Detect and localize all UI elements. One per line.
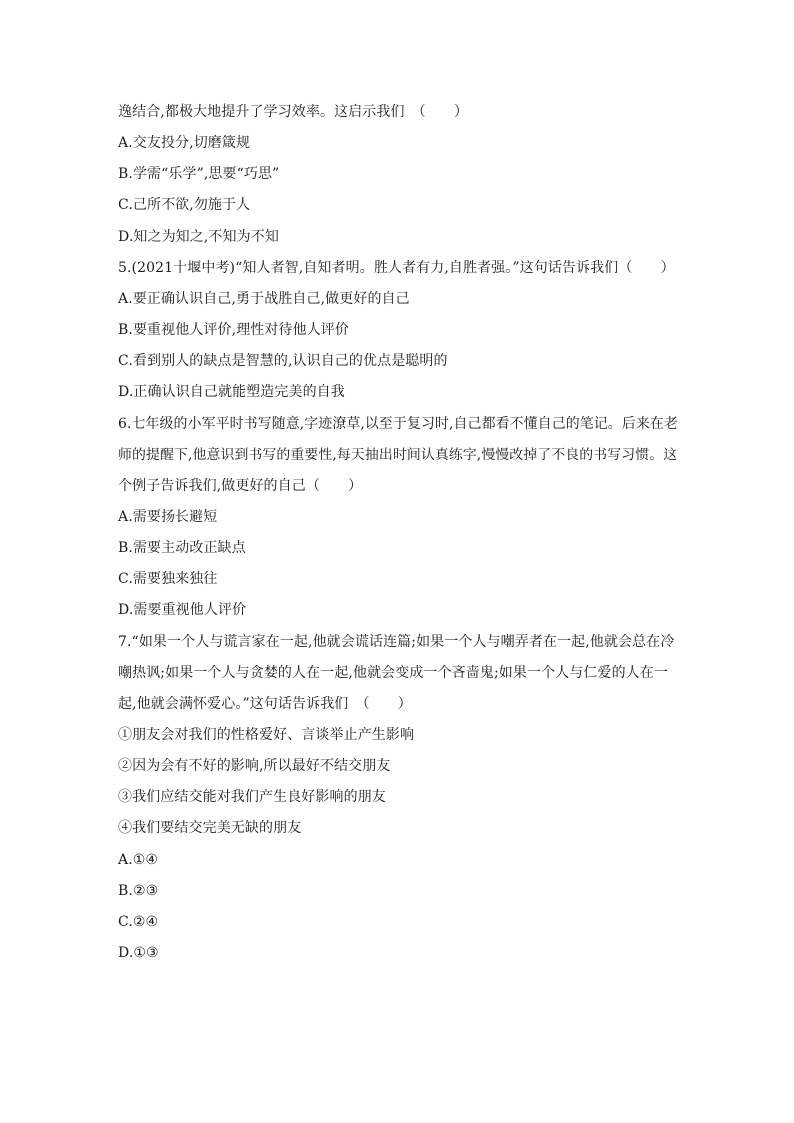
q6-stem-line-1: 6.七年级的小军平时书写随意,字迹潦草,以至于复习时,自己都看不懂自己的笔记。后来在老 xyxy=(118,416,678,432)
q6-option-a: A.需要扬长避短 xyxy=(118,509,218,525)
q6-stem-line-3: 个例子告诉我们,做更好的自己（ ） xyxy=(118,478,363,494)
q7-statement-3: ③我们应结交能对我们产生良好影响的朋友 xyxy=(118,789,386,805)
q7-option-c: C.②④ xyxy=(118,914,159,930)
q4-option-c: C.己所不欲,勿施于人 xyxy=(118,197,251,213)
q7-stem-line-2: 嘲热讽;如果一个人与贪婪的人在一起,他就会变成一个吝啬鬼;如果一个人与仁爱的人在一 xyxy=(118,665,668,681)
q5-option-b: B.要重视他人评价,理性对待他人评价 xyxy=(118,322,349,338)
q5-option-d: D.正确认识自己就能塑造完美的自我 xyxy=(118,384,345,400)
q7-statement-4: ④我们要结交完美无缺的朋友 xyxy=(118,820,302,836)
q7-option-a: A.①④ xyxy=(118,852,159,868)
q7-option-d: D.①③ xyxy=(118,945,159,961)
q4-option-d: D.知之为知之,不知为不知 xyxy=(118,229,279,245)
q7-stem-line-3: 起,他就会满怀爱心。”这句话告诉我们 （ ） xyxy=(118,696,412,712)
q7-stem-line-1: 7.“如果一个人与谎言家在一起,他就会谎话连篇;如果一个人与嘲弄者在一起,他就会总在冷 xyxy=(118,634,675,650)
q4-option-b: B.学需“乐学”,思要“巧思” xyxy=(118,166,280,182)
q5-option-a: A.要正确认识自己,勇于战胜自己,做更好的自己 xyxy=(118,291,410,307)
q7-statement-1: ①朋友会对我们的性格爱好、言谈举止产生影响 xyxy=(118,727,415,743)
q6-option-b: B.需要主动改正缺点 xyxy=(118,540,246,556)
q4-option-a: A.交友投分,切磨箴规 xyxy=(118,135,251,151)
q6-option-c: C.需要独来独往 xyxy=(118,571,218,587)
q5-stem: 5.(2021十堰中考)“知人者智,自知者明。胜人者有力,自胜者强。”这句话告诉我们（ ） xyxy=(118,260,675,276)
q6-option-d: D.需要重视他人评价 xyxy=(118,602,247,618)
q7-option-b: B.②③ xyxy=(118,883,159,899)
q4-stem-tail: 逸结合,都极大地提升了学习效率。这启示我们 （ ） xyxy=(118,104,469,120)
q6-stem-line-2: 师的提醒下,他意识到书写的重要性,每天抽出时间认真练字,慢慢改掉了不良的书写习惯。这 xyxy=(118,447,678,463)
q7-statement-2: ②因为会有不好的影响,所以最好不结交朋友 xyxy=(118,758,391,774)
q5-option-c: C.看到别人的缺点是智慧的,认识自己的优点是聪明的 xyxy=(118,353,448,369)
